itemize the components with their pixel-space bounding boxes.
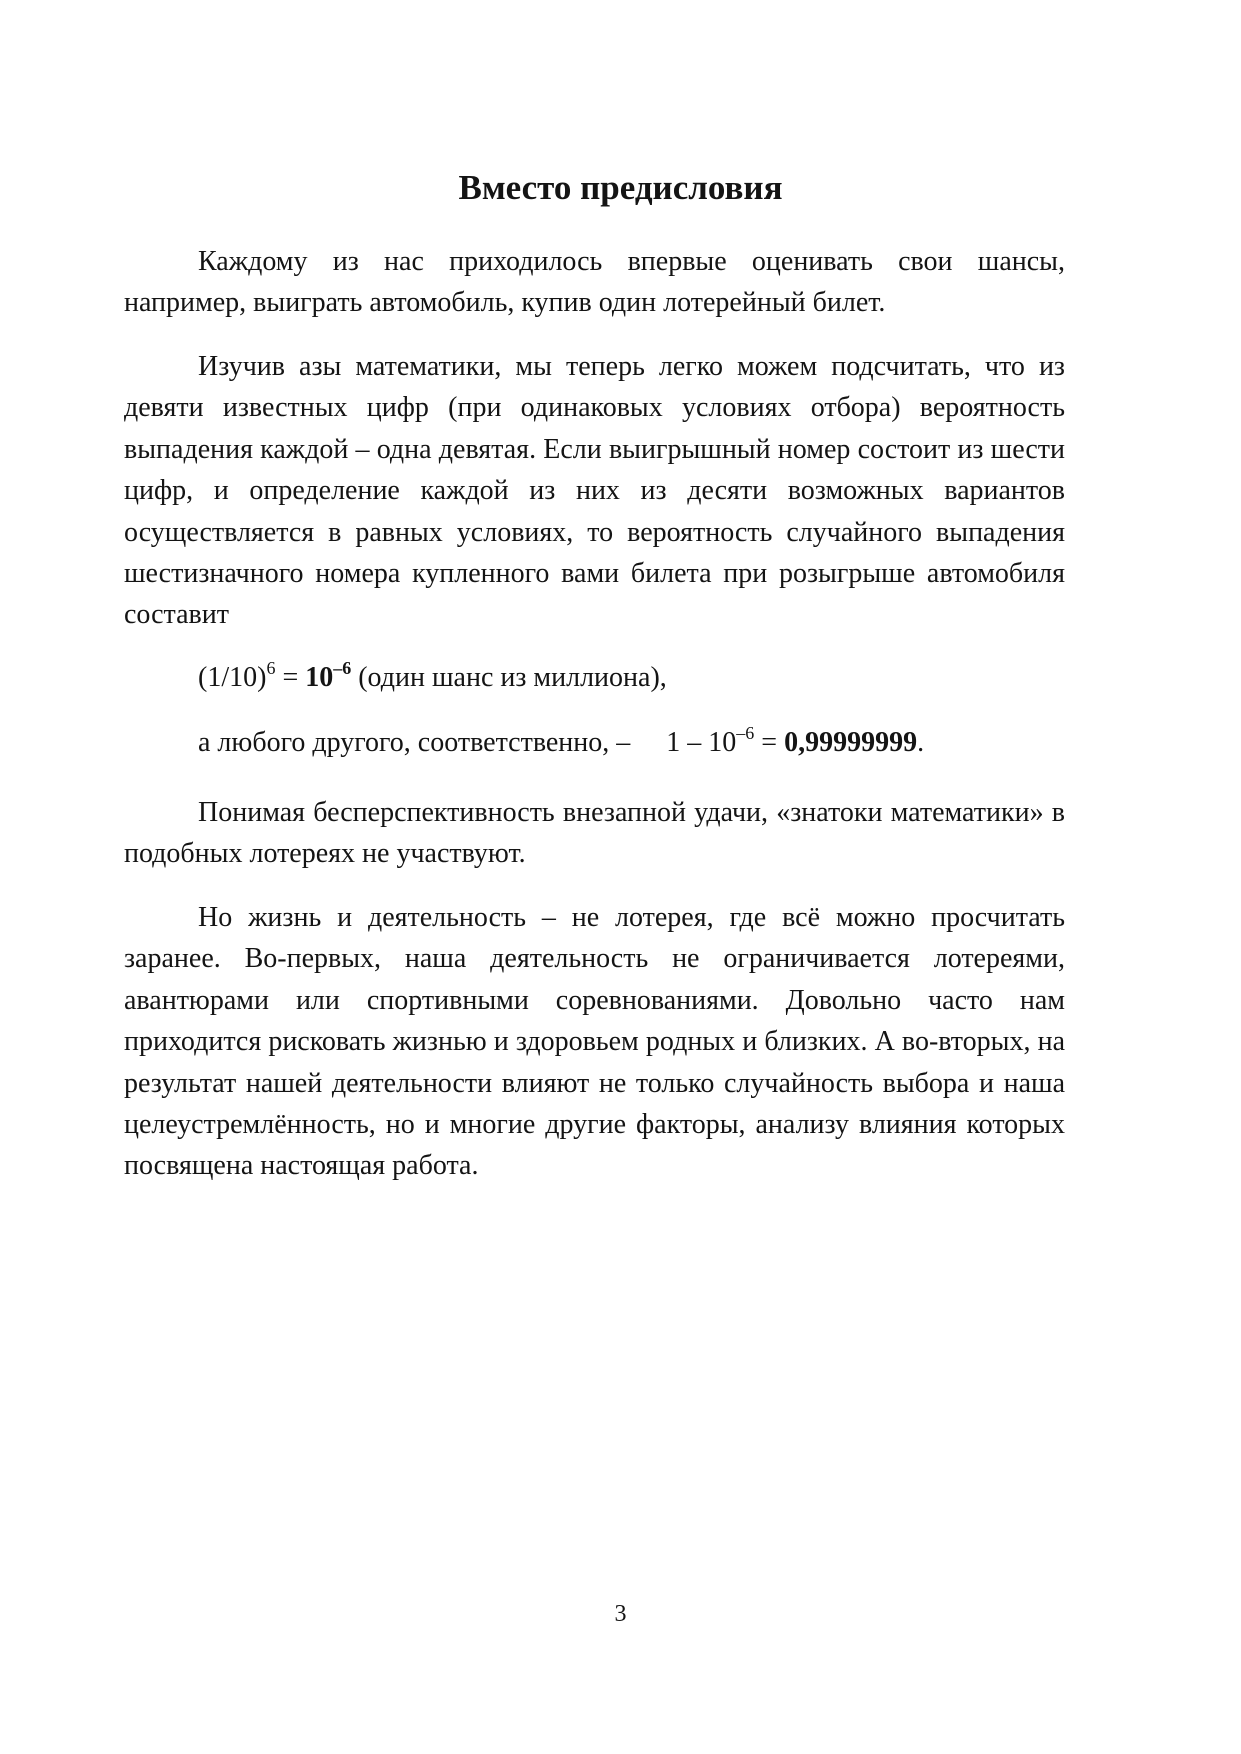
formula-period: .: [917, 727, 925, 758]
paragraph-life: Но жизнь и деятельность – не лотерея, где всё можно просчитать заранее. Во-первых, наша деятельность не ограничивается лотереями, авантюрами или спортивными соревнованиями. Довольно часто нам приходится рисковать жизнью и здоровьем родных и близких. А во-вторых, на результат нашей деятельности влияют не только случайность выбора и наша целеустремлённость, но и многие другие факторы, анализу влияния которых посвящена настоящая работа.: [124, 902, 1065, 1182]
formula-comment: (один шанс из миллиона),: [351, 662, 667, 693]
formula-equals: =: [754, 727, 785, 758]
formula-equals: =: [275, 662, 306, 693]
formula-result: 0,99999999: [784, 727, 918, 758]
formula-result-exponent: –6: [333, 658, 352, 678]
paragraph-probability: Изучив азы математики, мы теперь легко можем подсчитать, что из девяти известных цифр (при одинаковых условиях отбора) вероятность выпадения каждой – одна девятая. Если выигрышный номер состоит из шести цифр, и определение каждой из них из десяти возможных вариантов осуществляется в равных условиях, то вероятность случайного выпадения шестизначного номера купленного вами билета при розыгрыше автомобиля составит: [124, 351, 1065, 631]
formula-exponent: 6: [266, 658, 276, 678]
page-number: 3: [614, 1601, 627, 1627]
formula-base: (1/10): [198, 662, 267, 693]
page-title: Вместо предисловия: [458, 168, 783, 207]
formula-expression-exponent: –6: [736, 723, 755, 743]
formula-one-in-million: [198, 658, 667, 698]
paragraph-intro: Каждому из нас приходилось впервые оценивать свои шансы, например, выиграть автомобиль, купив один лотерейный билет.: [124, 246, 1065, 319]
formula-result-base: 10: [305, 662, 334, 693]
paragraph-experts: Понимая бесперспективность внезапной удачи, «знатоки математики» в подобных лотереях не участвуют.: [124, 797, 1065, 870]
formula-complement: [198, 723, 924, 763]
formula-lead-text: а любого другого, соответственно, –: [198, 727, 631, 758]
formula-expression: 1 – 10: [666, 727, 737, 758]
